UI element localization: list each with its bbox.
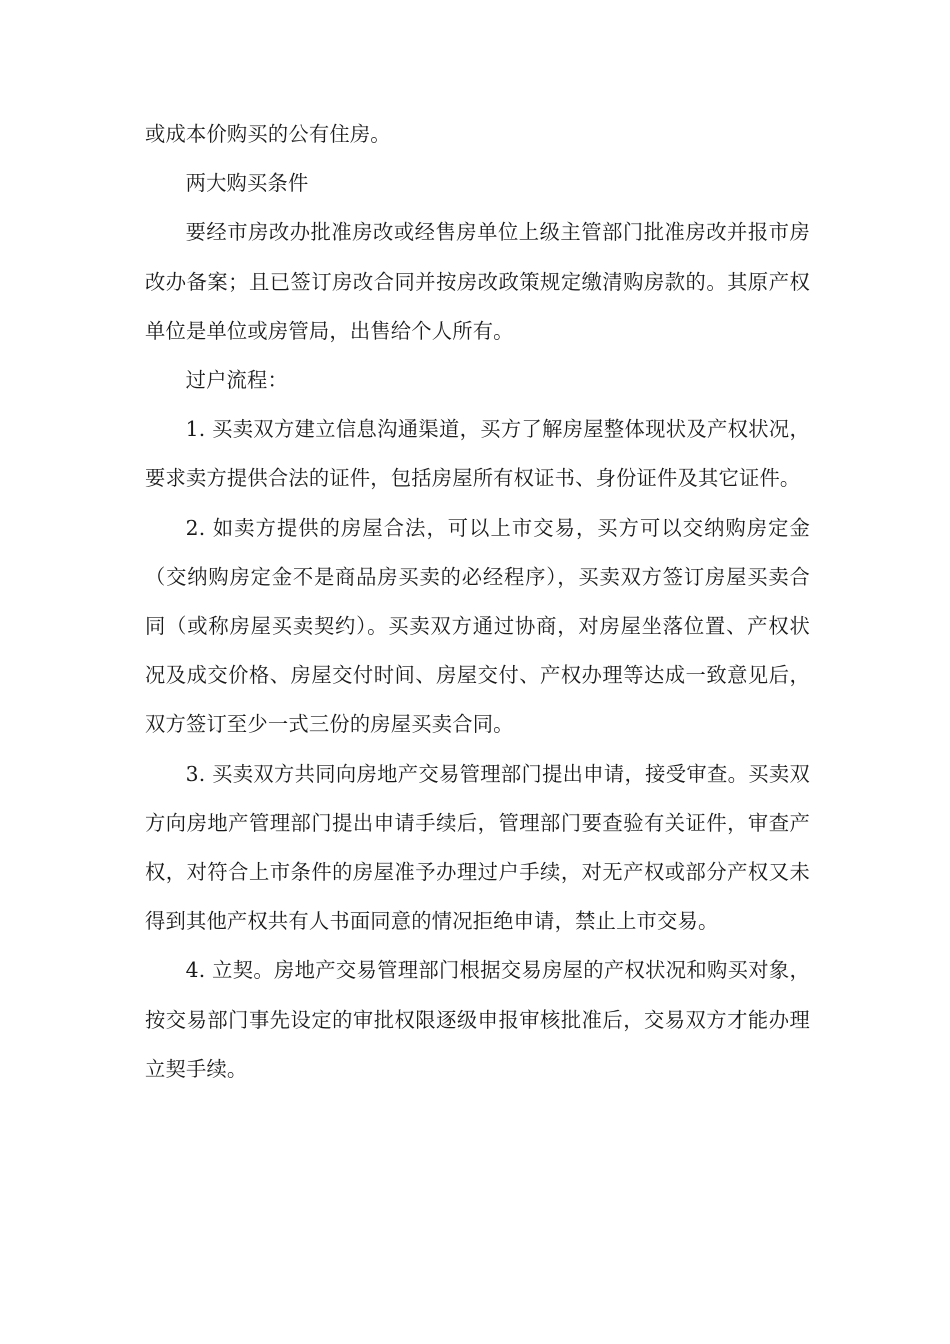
paragraph-step-2: 2. 如卖方提供的房屋合法，可以上市交易，买方可以交纳购房定金（交纳购房定金不是商品房买卖的必经程序），买卖双方签订房屋买卖合同（或称房屋买卖契约）。买卖双方通过协商，对房屋坐落位置、产权状况及成交价格、房屋交付时间、房屋交付、产权办理等达成一致意见后，双方签订至少一式三份的房屋买卖合同。 <box>145 515 810 737</box>
paragraph-heading-transfer-process: 过户流程： <box>185 368 289 393</box>
paragraph-heading-purchase-conditions: 两大购买条件 <box>185 171 309 196</box>
paragraph-purchase-conditions: 要经市房改办批准房改或经售房单位上级主管部门批准房改并报市房改办备案；且已签订房改合同并按房改政策规定缴清购房款的。其原产权单位是单位或房管局，出售给个人所有。 <box>145 220 810 343</box>
paragraph-step-4: 4. 立契。房地产交易管理部门根据交易房屋的产权状况和购买对象，按交易部门事先设定的审批权限逐级申报审核批准后，交易双方才能办理立契手续。 <box>145 958 810 1081</box>
paragraph-continuation: 或成本价购买的公有住房。 <box>145 122 391 146</box>
paragraph-step-1: 1. 买卖双方建立信息沟通渠道，买方了解房屋整体现状及产权状况，要求卖方提供合法的证件，包括房屋所有权证书、身份证件及其它证件。 <box>145 417 810 491</box>
document-body <box>145 110 810 1094</box>
paragraph-step-3: 3. 买卖双方共同向房地产交易管理部门提出申请，接受审查。买卖双方向房地产管理部门提出申请手续后，管理部门要查验有关证件，审查产权，对符合上市条件的房屋准予办理过户手续，对无产权或部分产权又未得到其他产权共有人书面同意的情况拒绝申请，禁止上市交易。 <box>145 761 810 934</box>
